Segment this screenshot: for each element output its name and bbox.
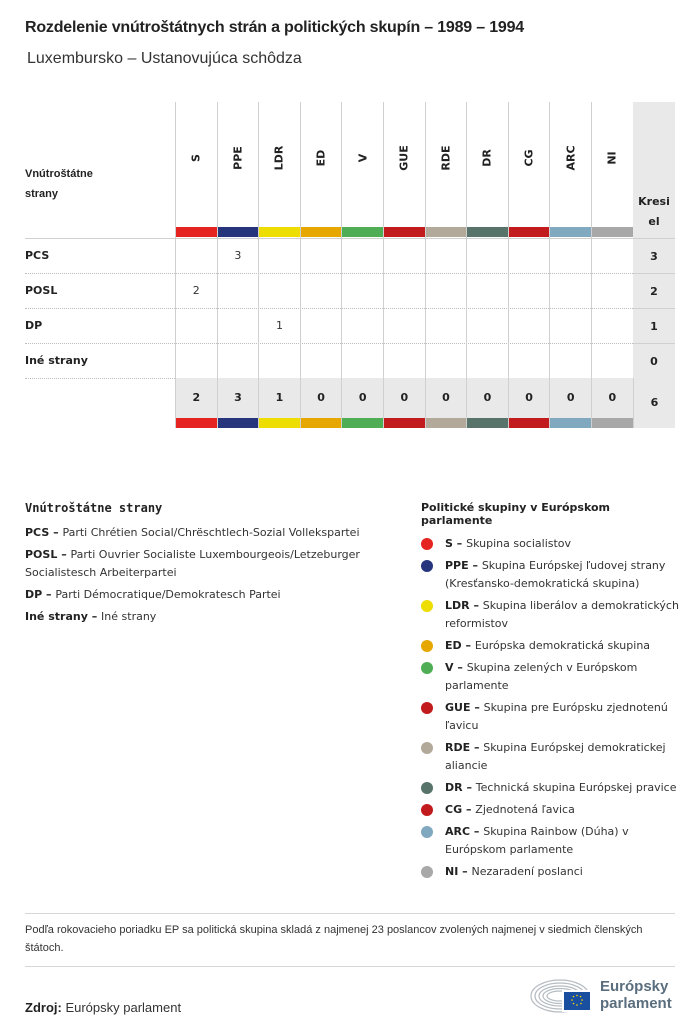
group-code: ARC bbox=[445, 825, 471, 838]
color-dot-icon bbox=[421, 804, 433, 816]
group-color-bar bbox=[592, 227, 633, 237]
column-label: ED bbox=[314, 149, 328, 167]
column-label: NI bbox=[605, 151, 619, 165]
source-line bbox=[25, 1000, 181, 1015]
color-dot-icon bbox=[421, 538, 433, 550]
column-header-ed bbox=[300, 102, 342, 238]
table-cell bbox=[466, 343, 508, 378]
table-cell bbox=[425, 343, 467, 378]
color-dot-icon bbox=[421, 742, 433, 754]
group-color-bar bbox=[175, 418, 217, 428]
column-total: 2 bbox=[175, 378, 217, 418]
column-label: RDE bbox=[439, 145, 453, 171]
chart-subtitle: Luxembursko – Ustanovujúca schôdza bbox=[27, 50, 302, 67]
color-dot-icon bbox=[421, 560, 433, 572]
group-color-bar bbox=[217, 418, 259, 428]
column-header-arc bbox=[549, 102, 591, 238]
group-color-bar bbox=[301, 227, 342, 237]
table-cell bbox=[466, 238, 508, 273]
column-label: DR bbox=[480, 149, 494, 167]
grand-total: 6 bbox=[633, 378, 675, 428]
column-total: 3 bbox=[217, 378, 259, 418]
group-name: Skupina Rainbow (Dúha) v Európskom parlamente bbox=[445, 825, 629, 856]
table-cell bbox=[175, 343, 217, 378]
color-dot-icon bbox=[421, 640, 433, 652]
row-label-1: POSL bbox=[25, 284, 58, 297]
divider bbox=[25, 913, 675, 914]
source-value: Európsky parlament bbox=[65, 1000, 182, 1015]
table-cell bbox=[383, 273, 425, 308]
column-label: PPE bbox=[231, 146, 245, 170]
column-total: 1 bbox=[258, 378, 300, 418]
source-label: Zdroj: bbox=[25, 1000, 62, 1015]
group-legend-item: ARC – Skupina Rainbow (Dúha) v Európskom parlamente bbox=[421, 823, 681, 859]
table-cell bbox=[425, 273, 467, 308]
logo-line-2: parlament bbox=[600, 995, 672, 1012]
column-total: 0 bbox=[300, 378, 342, 418]
table-cell bbox=[300, 343, 342, 378]
table-cell bbox=[341, 273, 383, 308]
group-legend-title: Politické skupiny v Európskom parlamente bbox=[421, 501, 610, 527]
column-total: 0 bbox=[591, 378, 633, 418]
column-header-ni bbox=[591, 102, 633, 238]
table-cell bbox=[425, 238, 467, 273]
group-color-bar bbox=[549, 418, 591, 428]
group-code: CG bbox=[445, 803, 463, 816]
party-name: Parti Ouvrier Socialiste Luxembourgeois/Letzeburger Socialistesch Arbeiterpartei bbox=[25, 548, 360, 579]
table-cell bbox=[300, 308, 342, 343]
column-header-v bbox=[341, 102, 383, 238]
group-color-bar bbox=[258, 418, 300, 428]
row-total: 1 bbox=[633, 308, 675, 343]
table-cell bbox=[341, 308, 383, 343]
table-cell bbox=[217, 273, 259, 308]
group-color-bar bbox=[342, 227, 383, 237]
column-total: 0 bbox=[466, 378, 508, 418]
group-color-bar bbox=[550, 227, 591, 237]
table-cell bbox=[591, 308, 633, 343]
column-header-ldr bbox=[258, 102, 300, 238]
logo-text bbox=[600, 978, 672, 1012]
table-cell bbox=[591, 343, 633, 378]
column-total: 0 bbox=[383, 378, 425, 418]
column-header-rde bbox=[425, 102, 467, 238]
table-cell bbox=[258, 273, 300, 308]
group-name: Zjednotená ľavica bbox=[475, 803, 575, 816]
row-header-title: Vnútroštátne strany bbox=[25, 168, 93, 200]
group-code: LDR bbox=[445, 599, 470, 612]
table-cell bbox=[466, 308, 508, 343]
table-cell bbox=[175, 238, 217, 273]
group-color-bar bbox=[218, 227, 259, 237]
table-cell bbox=[591, 273, 633, 308]
group-legend-item: PPE – Skupina Európskej ľudovej strany (Kresťansko-demokratická skupina) bbox=[421, 557, 681, 593]
row-label-2: DP bbox=[25, 319, 43, 332]
color-dot-icon bbox=[421, 702, 433, 714]
column-label: S bbox=[189, 154, 203, 162]
logo-line-1: Európsky bbox=[600, 978, 669, 995]
group-legend-item: GUE – Skupina pre Európsku zjednotenú ľavicu bbox=[421, 699, 681, 735]
group-code: GUE bbox=[445, 701, 471, 714]
party-code: DP bbox=[25, 588, 43, 601]
national-legend-title: Vnútroštátne strany bbox=[25, 501, 163, 515]
table-cell bbox=[258, 343, 300, 378]
column-header-cg bbox=[508, 102, 550, 238]
chart-title: Rozdelenie vnútroštátnych strán a politických skupín – 1989 – 1994 bbox=[25, 19, 524, 36]
column-label: LDR bbox=[272, 145, 286, 171]
group-color-bar bbox=[467, 227, 508, 237]
table-cell: 2 bbox=[175, 273, 217, 308]
party-name: Parti Chrétien Social/Chrëschtlech-Sozial Vollekspartei bbox=[62, 526, 360, 539]
table-cell bbox=[383, 238, 425, 273]
table-cell bbox=[300, 273, 342, 308]
group-name: Skupina Európskej ľudovej strany (Kresťansko-demokratická skupina) bbox=[445, 559, 666, 590]
group-legend-item: ED – Európska demokratická skupina bbox=[421, 637, 681, 655]
table-cell bbox=[217, 343, 259, 378]
row-label-0: PCS bbox=[25, 249, 50, 262]
party-code: POSL bbox=[25, 548, 58, 561]
table-cell bbox=[591, 238, 633, 273]
table-cell bbox=[508, 273, 550, 308]
national-legend-item: Iné strany – Iné strany bbox=[25, 610, 157, 623]
column-header-gue bbox=[383, 102, 425, 238]
group-code: RDE bbox=[445, 741, 471, 754]
table-cell bbox=[341, 343, 383, 378]
table-cell bbox=[549, 343, 591, 378]
group-color-bar bbox=[341, 418, 383, 428]
table-cell bbox=[300, 238, 342, 273]
table-cell bbox=[175, 308, 217, 343]
column-header-dr bbox=[466, 102, 508, 238]
group-color-bar bbox=[509, 227, 550, 237]
group-legend-item: RDE – Skupina Európskej demokratickej aliancie bbox=[421, 739, 681, 775]
table-cell bbox=[425, 308, 467, 343]
row-total: 0 bbox=[633, 343, 675, 378]
group-color-bar bbox=[300, 418, 342, 428]
group-legend-item: V – Skupina zelených v Európskom parlamente bbox=[421, 659, 681, 695]
footnote: Podľa rokovacieho poriadku EP sa politická skupina skladá z najmenej 23 poslancov zvolených najmenej v siedmich členských štátoch. bbox=[25, 924, 643, 954]
group-code: V bbox=[445, 661, 454, 674]
row-total: 3 bbox=[633, 238, 675, 273]
group-name: Európska demokratická skupina bbox=[474, 639, 651, 652]
party-name: Parti Démocratique/Demokratesch Partei bbox=[55, 588, 281, 601]
group-color-bar bbox=[383, 418, 425, 428]
group-color-bar bbox=[384, 227, 425, 237]
row-label-3: Iné strany bbox=[25, 354, 88, 367]
party-code: PCS bbox=[25, 526, 50, 539]
column-label: ARC bbox=[564, 145, 578, 171]
table-cell: 3 bbox=[217, 238, 259, 273]
european-parliament-logo bbox=[530, 976, 680, 1016]
table-cell: 1 bbox=[258, 308, 300, 343]
group-code: S bbox=[445, 537, 453, 550]
group-code: NI bbox=[445, 865, 459, 878]
table-cell bbox=[549, 273, 591, 308]
party-name: Iné strany bbox=[101, 610, 157, 623]
group-color-bar bbox=[466, 418, 508, 428]
group-name: Skupina socialistov bbox=[466, 537, 572, 550]
table-cell bbox=[549, 308, 591, 343]
table-cell bbox=[383, 308, 425, 343]
table-cell bbox=[341, 238, 383, 273]
group-legend-item: S – Skupina socialistov bbox=[421, 535, 681, 553]
group-color-bar bbox=[425, 418, 467, 428]
group-legend-item: DR – Technická skupina Európskej pravice bbox=[421, 779, 681, 797]
group-name: Skupina liberálov a demokratických reformistov bbox=[445, 599, 679, 630]
group-color-bar bbox=[426, 227, 467, 237]
total-column-header bbox=[633, 102, 675, 238]
total-column-label: Kresiel bbox=[638, 195, 670, 228]
group-code: DR bbox=[445, 781, 463, 794]
table-cell bbox=[508, 238, 550, 273]
table-cell bbox=[258, 238, 300, 273]
table-cell bbox=[508, 308, 550, 343]
group-name: Skupina Európskej demokratickej aliancie bbox=[445, 741, 666, 772]
color-dot-icon bbox=[421, 826, 433, 838]
group-color-bar bbox=[508, 418, 550, 428]
column-total: 0 bbox=[508, 378, 550, 418]
group-color-bar bbox=[259, 227, 300, 237]
table-cell bbox=[383, 343, 425, 378]
national-legend-item: POSL – Parti Ouvrier Socialiste Luxembourgeois/Letzeburger Socialistesch Arbeiterpartei bbox=[25, 548, 360, 579]
column-total: 0 bbox=[341, 378, 383, 418]
column-label: V bbox=[356, 153, 370, 163]
column-label: CG bbox=[522, 149, 536, 167]
group-code: ED bbox=[445, 639, 462, 652]
table-cell bbox=[217, 308, 259, 343]
row-total: 2 bbox=[633, 273, 675, 308]
color-dot-icon bbox=[421, 662, 433, 674]
national-legend-item: PCS – Parti Chrétien Social/Chrëschtlech-Sozial Vollekspartei bbox=[25, 526, 360, 539]
national-parties-legend bbox=[25, 501, 395, 630]
group-name: Skupina zelených v Európskom parlamente bbox=[445, 661, 638, 692]
table-cell bbox=[549, 238, 591, 273]
group-name: Nezaradení poslanci bbox=[471, 865, 583, 878]
color-dot-icon bbox=[421, 782, 433, 794]
group-name: Technická skupina Európskej pravice bbox=[475, 781, 677, 794]
column-total: 0 bbox=[425, 378, 467, 418]
group-legend-item: LDR – Skupina liberálov a demokratických reformistov bbox=[421, 597, 681, 633]
color-dot-icon bbox=[421, 866, 433, 878]
column-header-ppe bbox=[217, 102, 259, 238]
hemicycle-icon bbox=[530, 976, 596, 1016]
group-color-bar bbox=[591, 418, 633, 428]
group-name: Skupina pre Európsku zjednotenú ľavicu bbox=[445, 701, 668, 732]
group-legend-item: NI – Nezaradení poslanci bbox=[421, 863, 681, 881]
color-dot-icon bbox=[421, 600, 433, 612]
national-legend-item: DP – Parti Démocratique/Demokratesch Partei bbox=[25, 588, 281, 601]
column-total: 0 bbox=[549, 378, 591, 418]
divider bbox=[25, 966, 675, 967]
column-label: GUE bbox=[397, 145, 411, 171]
group-color-bar bbox=[176, 227, 217, 237]
group-code: PPE bbox=[445, 559, 469, 572]
distribution-table bbox=[25, 102, 675, 428]
table-cell bbox=[508, 343, 550, 378]
table-cell bbox=[466, 273, 508, 308]
political-groups-legend bbox=[421, 501, 681, 885]
column-header-s bbox=[175, 102, 217, 238]
group-legend-item: CG – Zjednotená ľavica bbox=[421, 801, 681, 819]
party-code: Iné strany bbox=[25, 610, 88, 623]
